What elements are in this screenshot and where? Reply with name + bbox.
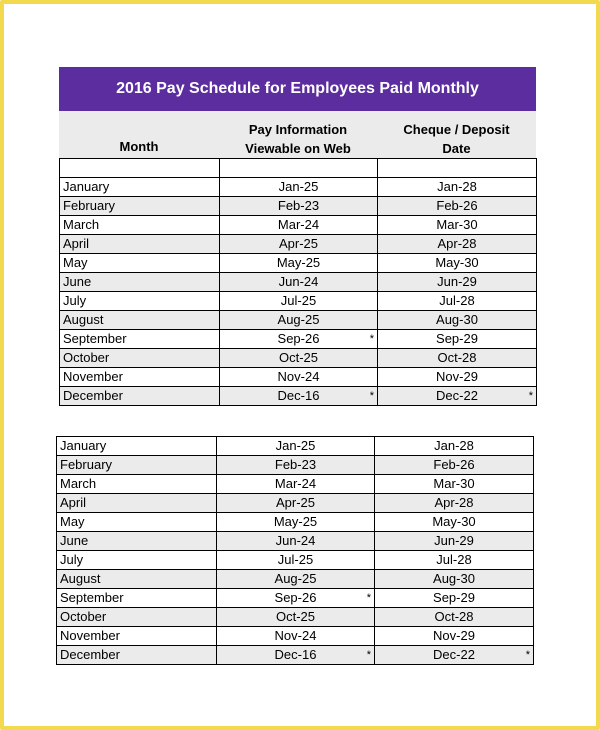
cheque-date-cell bbox=[375, 608, 534, 627]
pay-info-cell bbox=[220, 330, 378, 349]
pay-info-date: Oct-25 bbox=[275, 609, 315, 624]
pay-info-cell bbox=[220, 235, 378, 254]
header-pay-line2: Viewable on Web bbox=[245, 141, 351, 156]
cheque-date-cell bbox=[378, 216, 537, 235]
table-row bbox=[60, 235, 537, 254]
pay-info-date: Dec-16 bbox=[274, 647, 317, 662]
header-pay-line1: Pay Information bbox=[248, 122, 348, 137]
pay-info-date: Nov-24 bbox=[277, 369, 320, 384]
cheque-date-cell bbox=[378, 254, 537, 273]
month-cell: August bbox=[60, 311, 220, 330]
pay-info-cell bbox=[220, 197, 378, 216]
table-row bbox=[57, 532, 534, 551]
pay-info-cell bbox=[220, 368, 378, 387]
pay-asterisk: * bbox=[369, 390, 374, 402]
cheque-date-cell bbox=[375, 532, 534, 551]
pay-asterisk: * bbox=[369, 333, 374, 345]
cheque-date: Sep-29 bbox=[433, 590, 475, 605]
header-pay-information bbox=[219, 120, 377, 158]
cheque-date: Dec-22 bbox=[436, 388, 478, 403]
pay-info-cell bbox=[220, 254, 378, 273]
month-cell: February bbox=[57, 456, 217, 475]
cheque-date-cell bbox=[375, 437, 534, 456]
pay-info-cell bbox=[217, 475, 375, 494]
cheque-date: Aug-30 bbox=[433, 571, 475, 586]
pay-info-date: Jun-24 bbox=[275, 533, 316, 548]
pay-info-cell bbox=[220, 216, 378, 235]
cheque-date-cell bbox=[375, 513, 534, 532]
pay-info-cell bbox=[217, 532, 375, 551]
cheque-date-cell bbox=[378, 235, 537, 254]
cheque-date-cell bbox=[375, 589, 534, 608]
pay-info-date: May-25 bbox=[273, 514, 318, 529]
table-row bbox=[60, 292, 537, 311]
cheque-date-cell bbox=[375, 456, 534, 475]
cheque-date: Sep-29 bbox=[436, 331, 478, 346]
pay-info-cell bbox=[217, 570, 375, 589]
cheque-date-cell bbox=[378, 178, 537, 197]
cheque-date-cell bbox=[378, 292, 537, 311]
pay-info-date: Sep-26 bbox=[277, 331, 320, 346]
pay-info-date: Mar-24 bbox=[274, 476, 317, 491]
pay-info-cell bbox=[220, 292, 378, 311]
table-row bbox=[57, 494, 534, 513]
table-row bbox=[57, 608, 534, 627]
header-cheque-line2: Date bbox=[442, 141, 471, 156]
month-cell: July bbox=[57, 551, 217, 570]
month-cell: June bbox=[60, 273, 220, 292]
cheque-date: Apr-28 bbox=[434, 495, 474, 510]
cheque-date: Oct-28 bbox=[437, 350, 477, 365]
schedule-table-2 bbox=[56, 436, 534, 665]
cheque-date: Jun-29 bbox=[434, 533, 474, 548]
pay-info-cell bbox=[217, 456, 375, 475]
cheque-date-cell bbox=[375, 475, 534, 494]
table-row bbox=[60, 178, 537, 197]
cheque-date: Oct-28 bbox=[434, 609, 474, 624]
table-row bbox=[60, 349, 537, 368]
pay-info-cell bbox=[220, 273, 378, 292]
cheque-date: Jan-28 bbox=[437, 179, 477, 194]
cheque-date: Apr-28 bbox=[437, 236, 477, 251]
month-cell: September bbox=[57, 589, 217, 608]
month-cell: October bbox=[57, 608, 217, 627]
table-row bbox=[60, 311, 537, 330]
pay-info-date: Mar-24 bbox=[277, 217, 320, 232]
pay-info-date: Feb-23 bbox=[274, 457, 317, 472]
pay-info-date: Apr-25 bbox=[278, 236, 319, 251]
table-row bbox=[60, 368, 537, 387]
pay-info-date: Feb-23 bbox=[277, 198, 320, 213]
month-cell: March bbox=[57, 475, 217, 494]
cheque-date: May-30 bbox=[432, 514, 476, 529]
pay-info-date: Jan-25 bbox=[275, 438, 316, 453]
pay-asterisk: * bbox=[366, 649, 371, 661]
header-cheque-line1: Cheque / Deposit bbox=[403, 122, 510, 137]
pay-info-cell bbox=[217, 494, 375, 513]
cheque-date: Nov-29 bbox=[436, 369, 478, 384]
cheque-asterisk: * bbox=[528, 390, 533, 402]
pay-info-cell bbox=[217, 608, 375, 627]
month-cell: September bbox=[60, 330, 220, 349]
cheque-date-cell bbox=[375, 570, 534, 589]
pay-asterisk: * bbox=[366, 592, 371, 604]
table-row bbox=[60, 273, 537, 292]
blank-cell bbox=[378, 159, 537, 178]
table-row bbox=[57, 437, 534, 456]
table-row bbox=[57, 475, 534, 494]
pay-info-date: Oct-25 bbox=[278, 350, 318, 365]
column-header-row bbox=[59, 111, 536, 159]
cheque-asterisk: * bbox=[525, 649, 530, 661]
cheque-date-cell bbox=[375, 646, 534, 665]
table-row bbox=[60, 387, 537, 406]
cheque-date: Dec-22 bbox=[433, 647, 475, 662]
pay-info-cell bbox=[217, 437, 375, 456]
cheque-date: Feb-26 bbox=[433, 457, 475, 472]
cheque-date: Jul-28 bbox=[436, 552, 472, 567]
pay-info-date: Nov-24 bbox=[274, 628, 317, 643]
blank-cell bbox=[60, 159, 220, 178]
month-cell: November bbox=[57, 627, 217, 646]
table-row bbox=[57, 513, 534, 532]
schedule-title: 2016 Pay Schedule for Employees Paid Monthly bbox=[59, 67, 536, 111]
pay-info-cell bbox=[217, 589, 375, 608]
cheque-date: Jan-28 bbox=[434, 438, 474, 453]
table-row bbox=[60, 254, 537, 273]
pay-info-cell bbox=[217, 513, 375, 532]
month-cell: January bbox=[60, 178, 220, 197]
blank-row bbox=[60, 159, 537, 178]
month-cell: December bbox=[60, 387, 220, 406]
blank-cell bbox=[220, 159, 378, 178]
pay-info-cell bbox=[217, 627, 375, 646]
cheque-date-cell bbox=[375, 494, 534, 513]
schedule-table-1 bbox=[59, 158, 537, 406]
month-cell: February bbox=[60, 197, 220, 216]
pay-info-cell bbox=[217, 551, 375, 570]
month-cell: July bbox=[60, 292, 220, 311]
pay-info-cell bbox=[217, 646, 375, 665]
table-row bbox=[60, 216, 537, 235]
header-month: Month bbox=[119, 139, 159, 154]
table-row bbox=[57, 570, 534, 589]
header-cheque-date bbox=[377, 120, 536, 158]
cheque-date-cell bbox=[375, 551, 534, 570]
cheque-date: Jun-29 bbox=[437, 274, 477, 289]
cheque-date-cell bbox=[378, 330, 537, 349]
pay-info-cell bbox=[220, 311, 378, 330]
pay-info-date: Dec-16 bbox=[277, 388, 320, 403]
month-cell: August bbox=[57, 570, 217, 589]
schedule-table-2-body bbox=[57, 437, 534, 665]
cheque-date-cell bbox=[378, 311, 537, 330]
pay-info-date: Aug-25 bbox=[277, 312, 320, 327]
cheque-date-cell bbox=[378, 368, 537, 387]
schedule-table-1-body bbox=[60, 159, 537, 406]
month-cell: April bbox=[60, 235, 220, 254]
month-cell: January bbox=[57, 437, 217, 456]
pay-info-date: Sep-26 bbox=[274, 590, 317, 605]
cheque-date-cell bbox=[378, 387, 537, 406]
pay-info-date: Jun-24 bbox=[278, 274, 319, 289]
table-row bbox=[57, 456, 534, 475]
cheque-date: Mar-30 bbox=[433, 476, 475, 491]
cheque-date: May-30 bbox=[435, 255, 479, 270]
pay-info-cell bbox=[220, 178, 378, 197]
cheque-date: Jul-28 bbox=[439, 293, 475, 308]
cheque-date-cell bbox=[378, 197, 537, 216]
month-cell: November bbox=[60, 368, 220, 387]
pay-info-date: Jan-25 bbox=[278, 179, 319, 194]
month-cell: April bbox=[57, 494, 217, 513]
table-row bbox=[57, 589, 534, 608]
month-cell: December bbox=[57, 646, 217, 665]
pay-info-date: Jul-25 bbox=[280, 293, 317, 308]
cheque-date: Mar-30 bbox=[436, 217, 478, 232]
pay-info-date: Apr-25 bbox=[275, 495, 316, 510]
cheque-date-cell bbox=[378, 273, 537, 292]
month-cell: May bbox=[60, 254, 220, 273]
table-row bbox=[57, 627, 534, 646]
month-cell: October bbox=[60, 349, 220, 368]
pay-info-date: Jul-25 bbox=[277, 552, 314, 567]
month-cell: June bbox=[57, 532, 217, 551]
cheque-date: Feb-26 bbox=[436, 198, 478, 213]
table-row bbox=[60, 197, 537, 216]
cheque-date: Nov-29 bbox=[433, 628, 475, 643]
pay-info-cell bbox=[220, 349, 378, 368]
table-row bbox=[57, 551, 534, 570]
pay-info-cell bbox=[220, 387, 378, 406]
pay-info-date: May-25 bbox=[276, 255, 321, 270]
pay-info-date: Aug-25 bbox=[274, 571, 317, 586]
cheque-date-cell bbox=[378, 349, 537, 368]
cheque-date-cell bbox=[375, 627, 534, 646]
month-cell: May bbox=[57, 513, 217, 532]
month-cell: March bbox=[60, 216, 220, 235]
table-row bbox=[57, 646, 534, 665]
cheque-date: Aug-30 bbox=[436, 312, 478, 327]
table-row bbox=[60, 330, 537, 349]
